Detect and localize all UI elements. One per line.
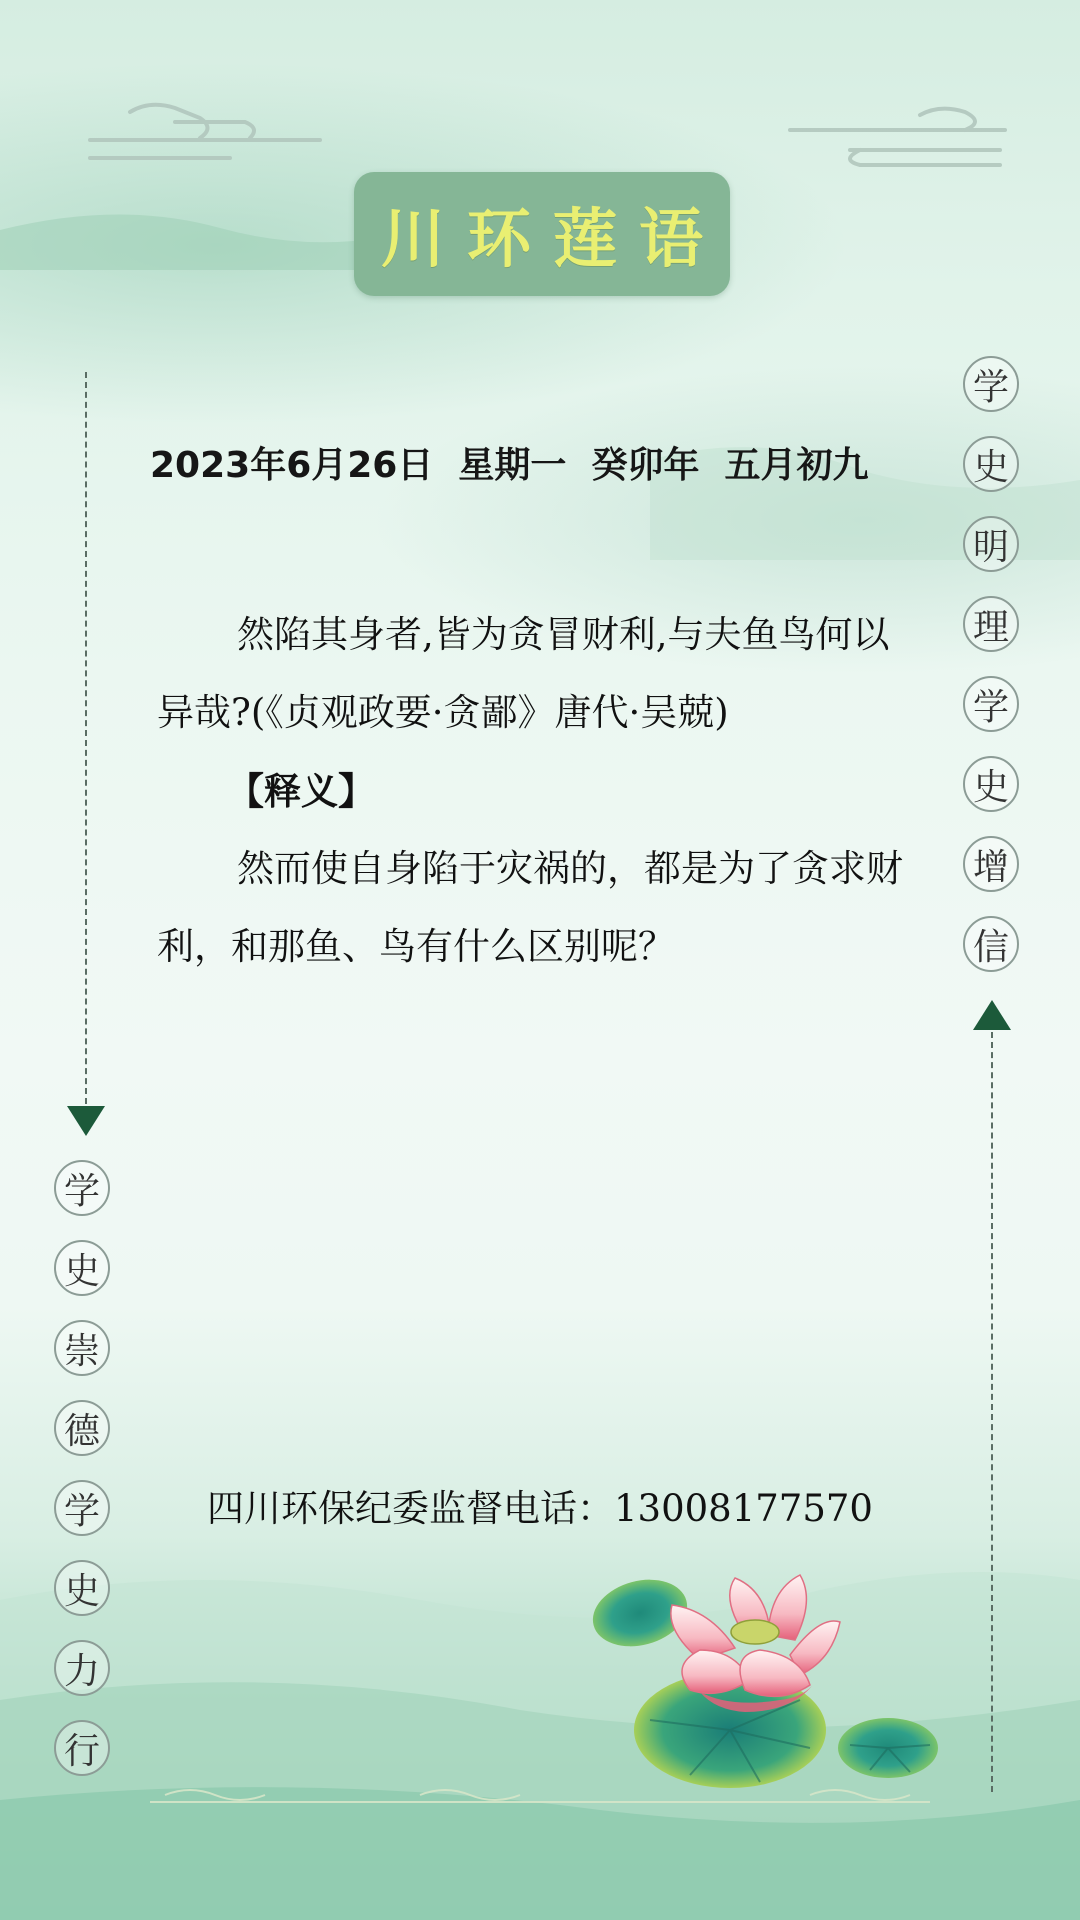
quote-original: 然陷其身者,皆为贪冒财利,与夫鱼鸟何以异哉?(《贞观政要·贪鄙》唐代·吴兢) [157, 613, 890, 734]
motto-char: 学 [54, 1160, 110, 1216]
motto-char: 学 [963, 356, 1019, 412]
explanation-label: 【释义】 [227, 769, 375, 813]
arrow-down-icon [67, 1106, 105, 1136]
motto-char: 学 [54, 1480, 110, 1536]
motto-char: 行 [54, 1720, 110, 1776]
quote-explanation: 然而使自身陷于灾祸的，都是为了贪求财利，和那鱼、鸟有什么区别呢？ [157, 847, 903, 968]
quote-block [157, 596, 917, 986]
motto-char: 增 [963, 836, 1019, 892]
motto-char: 明 [963, 516, 1019, 572]
motto-char: 崇 [54, 1320, 110, 1376]
motto-char: 史 [963, 756, 1019, 812]
title-banner [354, 172, 730, 296]
motto-char: 史 [54, 1560, 110, 1616]
left-motto [54, 1160, 110, 1800]
motto-char: 学 [963, 676, 1019, 732]
hotline-text: 四川环保纪委监督电话：13008177570 [207, 1487, 873, 1530]
motto-char: 史 [963, 436, 1019, 492]
left-dashed-line [85, 372, 87, 1104]
motto-char: 信 [963, 916, 1019, 972]
right-motto [963, 356, 1019, 996]
motto-char: 史 [54, 1240, 110, 1296]
motto-char: 理 [963, 596, 1019, 652]
page-title: 川环莲语 [381, 203, 725, 277]
motto-char: 力 [54, 1640, 110, 1696]
right-dashed-line [991, 1032, 993, 1792]
date-line: 2023年6月26日 星期一 癸卯年 五月初九 [150, 445, 869, 486]
motto-char: 德 [54, 1400, 110, 1456]
arrow-up-icon [973, 1000, 1011, 1030]
